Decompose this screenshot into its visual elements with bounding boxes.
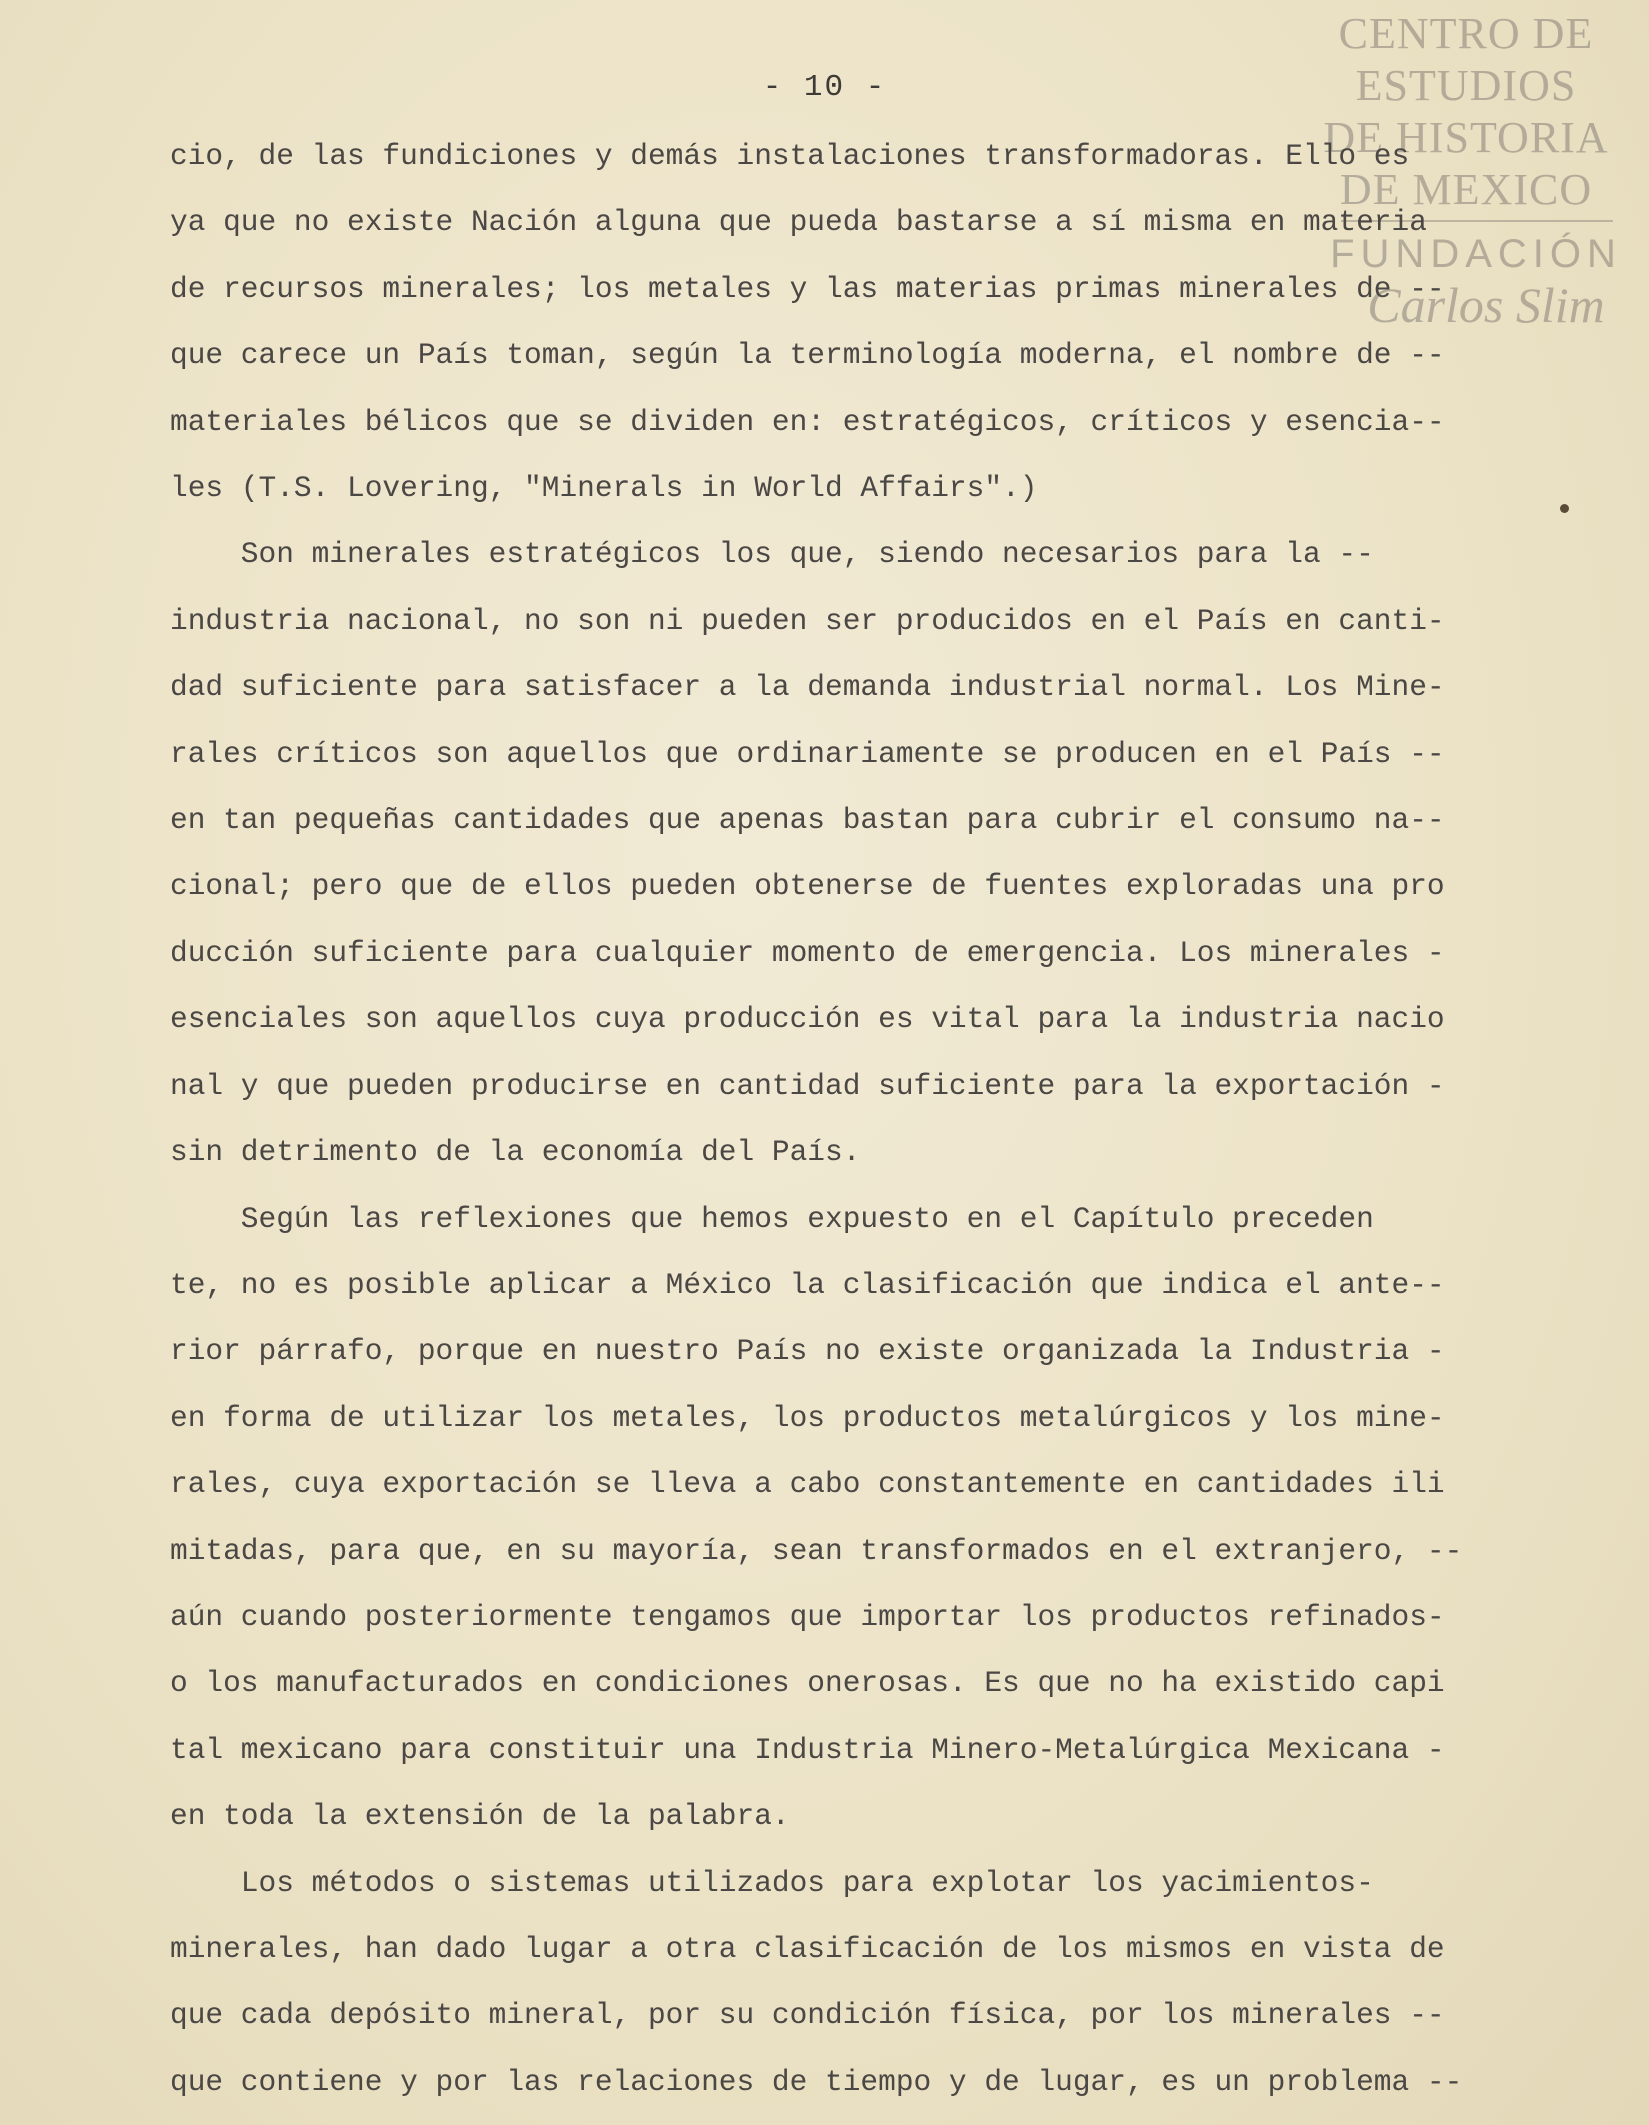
text-line: rior párrafo, porque en nuestro País no existe organizada la Industria -: [170, 1334, 1445, 1369]
text-line: ya que no existe Nación alguna que pueda bastarse a sí misma en materia: [170, 205, 1427, 240]
text-line: que cada depósito mineral, por su condición física, por los minerales --: [170, 1998, 1445, 2033]
text-line: Los métodos o sistemas utilizados para explotar los yacimientos-: [170, 1865, 1374, 1900]
watermark-line-1: CENTRO DE: [1338, 9, 1594, 58]
text-line: de recursos minerales; los metales y las materias primas minerales de --: [170, 271, 1445, 306]
text-line: cio, de las fundiciones y demás instalaciones transformadoras. Ello es: [170, 139, 1410, 173]
text-line: materiales bélicos que se dividen en: estratégicos, críticos y esencia--: [170, 404, 1445, 439]
text-line: Son minerales estratégicos los que, siendo necesarios para la --: [170, 537, 1374, 572]
text-line: en toda la extensión de la palabra.: [170, 1799, 790, 1834]
ink-fleck: [1560, 504, 1569, 513]
text-line: en forma de utilizar los metales, los productos metalúrgicos y los mine-: [170, 1400, 1445, 1435]
text-line: nal y que pueden producirse en cantidad suficiente para la exportación -: [170, 1068, 1445, 1103]
text-line: en tan pequeñas cantidades que apenas bastan para cubrir el consumo na--: [170, 803, 1445, 838]
text-line: rales críticos son aquellos que ordinariamente se producen en el País --: [170, 736, 1445, 771]
text-line: industria nacional, no son ni pueden ser producidos en el País en canti-: [170, 603, 1445, 638]
text-line: mitadas, para que, en su mayoría, sean transformados en el extranjero, --: [170, 1533, 1463, 1568]
text-line: cional; pero que de ellos pueden obtenerse de fuentes exploradas una pro: [170, 869, 1445, 904]
typed-text-body: [170, 123, 1590, 2115]
text-line: ducción suficiente para cualquier momento de emergencia. Los minerales -: [170, 935, 1445, 970]
watermark-line-4: DE MEXICO: [1339, 165, 1593, 214]
text-line: dad suficiente para satisfacer a la demanda industrial normal. Los Mine-: [170, 670, 1445, 705]
page-number: - 10 -: [762, 70, 887, 105]
text-line: esenciales son aquellos cuya producción es vital para la industria nacio: [170, 1002, 1445, 1037]
text-line: te, no es posible aplicar a México la clasificación que indica el ante--: [170, 1267, 1445, 1302]
text-line: sin detrimento de la economía del País.: [170, 1135, 861, 1170]
text-line: Según las reflexiones que hemos expuesto en el Capítulo preceden: [170, 1201, 1374, 1236]
text-line: o los manufacturados en condiciones onerosas. Es que no ha existido capi: [170, 1666, 1445, 1701]
text-line: que carece un País toman, según la terminología moderna, el nombre de --: [170, 338, 1445, 373]
text-line: aún cuando posteriormente tengamos que importar los productos refinados-: [170, 1599, 1445, 1634]
watermark-signature: Carlos Slim: [1367, 277, 1605, 333]
text-line: tal mexicano para constituir una Industria Minero-Metalúrgica Mexicana -: [170, 1732, 1445, 1767]
text-line: minerales, han dado lugar a otra clasificación de los mismos en vista de: [170, 1931, 1445, 1966]
watermark-foundation: FUNDACIÓN: [1330, 232, 1622, 276]
text-line: rales, cuya exportación se lleva a cabo constantemente en cantidades ili: [170, 1467, 1445, 1502]
watermark-line-3: DE HISTORIA: [1323, 113, 1609, 162]
watermark-line-2: ESTUDIOS: [1355, 61, 1577, 110]
text-line: les (T.S. Lovering, "Minerals in World Affairs".): [170, 471, 1038, 506]
text-line: que contiene y por las relaciones de tiempo y de lugar, es un problema --: [170, 2064, 1463, 2099]
